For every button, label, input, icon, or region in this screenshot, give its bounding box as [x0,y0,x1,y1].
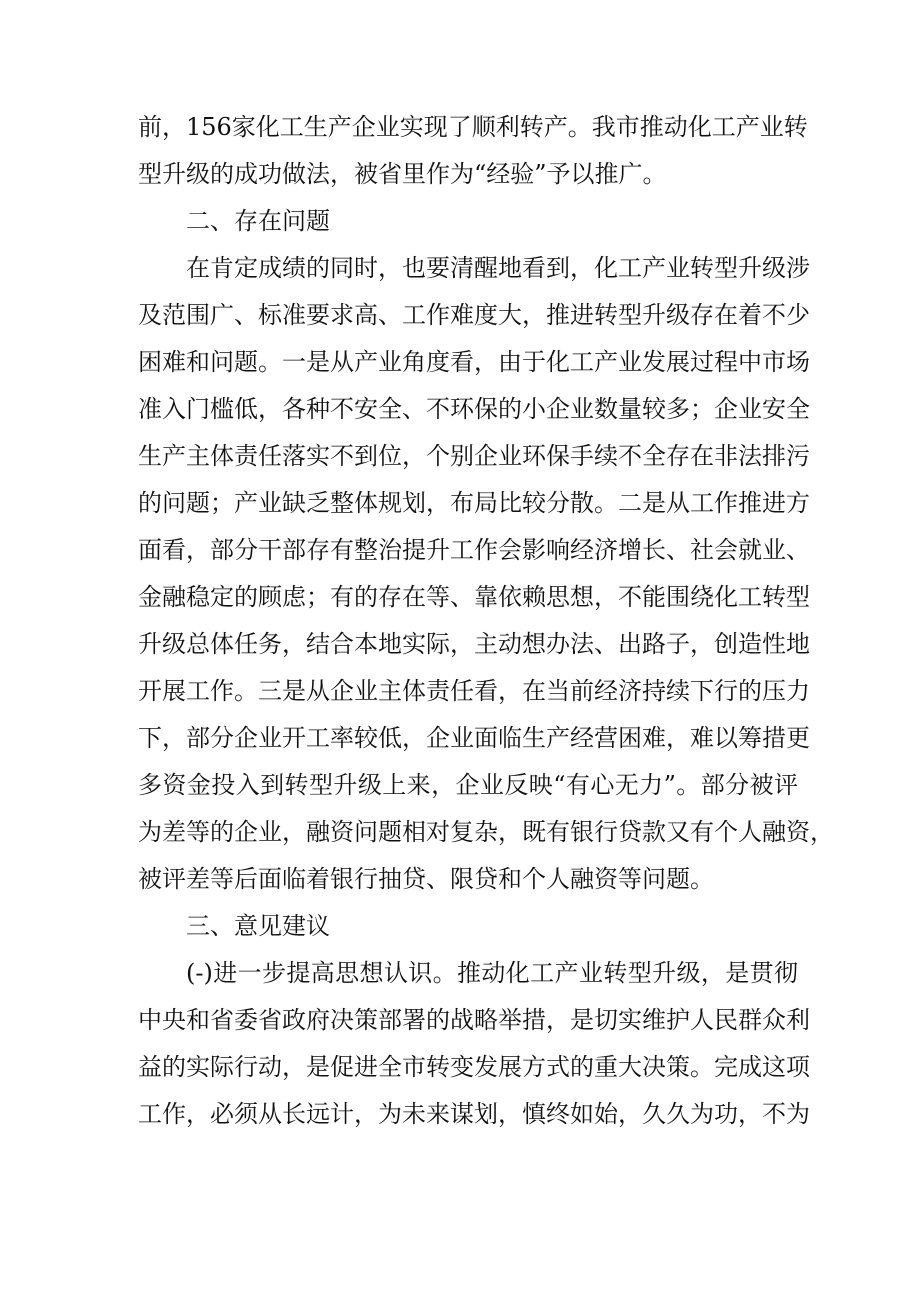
text-line: 及范围广、标准要求高、工作难度大，推进转型升级存在着不少 [138,301,810,329]
document-body [138,104,834,1138]
text-line: 前，156家化工生产企业实现了顺利转产。我市推动化工产业转 [138,113,808,141]
text-line: 困难和问题。一是从产业角度看，由于化工产业发展过程中市场 [138,348,810,376]
text-line: 中央和省委省政府决策部署的战略举措，是切实维护人民群众利 [138,1006,810,1034]
text-line: 开展工作。三是从企业主体责任看，在当前经济持续下行的压力 [138,677,810,705]
text-line: 升级总体任务，结合本地实际，主动想办法、出路子，创造性地 [138,630,810,658]
text-line: 准入门槛低，各种不安全、不环保的小企业数量较多；企业安全 [138,395,810,423]
text-line: 被评差等后面临着银行抽贷、限贷和个人融资等问题。 [138,865,714,893]
text-line: 生产主体责任落实不到位，个别企业环保手续不全存在非法排污 [138,442,810,470]
section-heading: 二、存在问题 [186,207,330,235]
text-line: 金融稳定的顾虑；有的存在等、靠依赖思想，不能围绕化工转型 [138,583,810,611]
text-line: 工作，必须从长远计，为未来谋划，慎终如始，久久为功，不为 [138,1100,810,1128]
text-line: 型升级的成功做法，被省里作为“经验”予以推广。 [138,160,667,188]
section-heading: 三、意见建议 [186,912,330,940]
subsection-line: (-)进一步提高思想认识。推动化工产业转型升级，是贯彻 [186,959,798,987]
text-line: 为差等的企业，融资问题相对复杂，既有银行贷款又有个人融资， [138,818,834,846]
text-line: 在肯定成绩的同时，也要清醒地看到，化工产业转型升级涉 [186,254,810,282]
text-line: 多资金投入到转型升级上来，企业反映“有心无力”。部分被评 [138,771,798,799]
text-line: 面看，部分干部存有整治提升工作会影响经济增长、社会就业、 [138,536,810,564]
text-line: 的问题；产业缺乏整体规划，布局比较分散。二是从工作推进方 [138,489,810,517]
text-line: 下，部分企业开工率较低，企业面临生产经营困难，难以筹措更 [138,724,810,752]
text-line: 益的实际行动，是促进全市转变发展方式的重大决策。完成这项 [138,1053,810,1081]
